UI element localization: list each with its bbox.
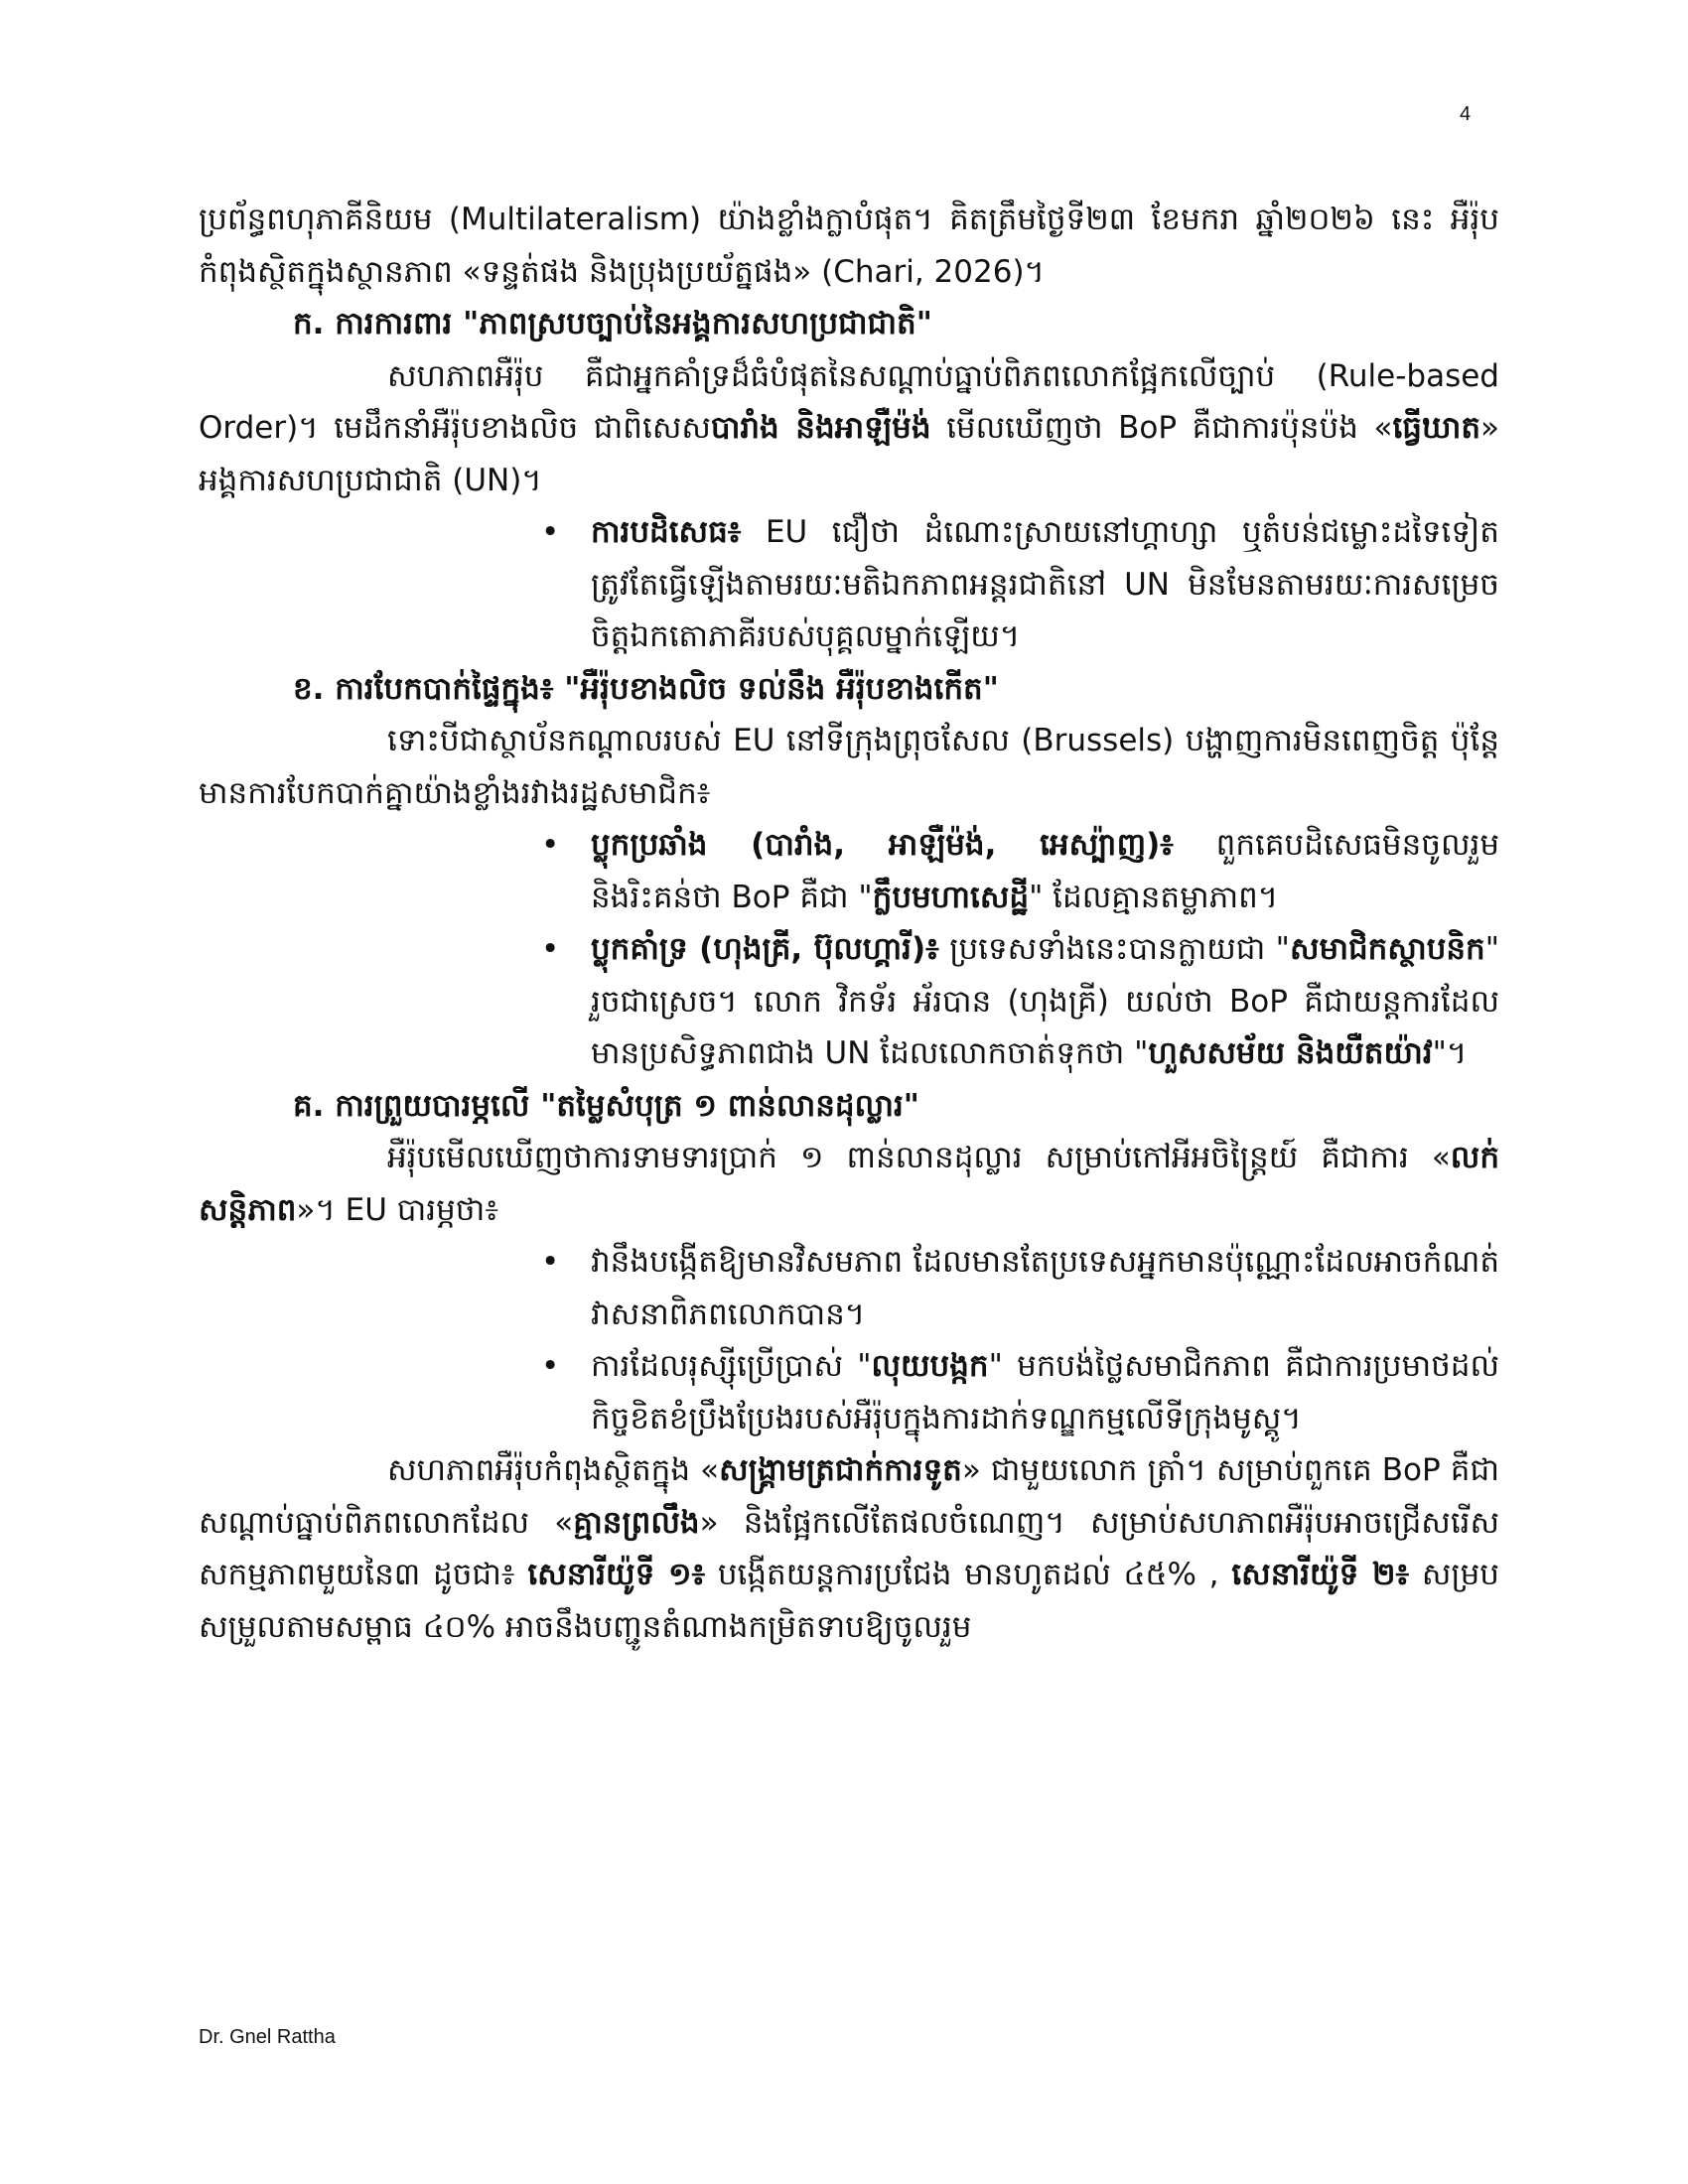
section-b-paragraph: ទោះបីជាស្ថាប័នកណ្តាលរបស់ EU នៅទីក្រុងព្រុចសែល (Brussels) បង្ហាញការមិនពេញចិត្ត ប៉ុន្តែមានការបែកបាក់គ្នាយ៉ាងខ្លាំងរវាងរដ្ឋសមាជិក៖ <box>199 723 1499 811</box>
list-item: • ការដែលរុស្ស៊ីប្រើប្រាស់ "លុយបង្កក" មកបង់ថ្លៃសមាជិកភាព គឺជាការប្រមាថដល់កិច្ចខិតខំប្រឹងប្រែងរបស់អឺរ៉ុបក្នុងការដាក់ទណ្ឌកម្មលើទីក្រុងមូស្គូ។ <box>541 1340 1499 1444</box>
list-item: • ប្លុកគាំទ្រ (ហុងគ្រី, ប៊ុលហ្គារី)៖ ប្រទេសទាំងនេះបានក្លាយជា "សមាជិកស្ថាបនិក" រួចជាស្រេច។ លោក វិកទ័រ អ័របាន (ហុងគ្រី) យល់ថា BoP គឺជាយន្តការដែលមានប្រសិទ្ធភាពជាង UN ដែលលោកចាត់ទុកថា "ហួសសម័យ និងយឺតយ៉ាវ"។ <box>541 923 1499 1080</box>
section-a-paragraph: សហភាពអឺរ៉ុប គឺជាអ្នកគាំទ្រដ៏ធំបំផុតនៃសណ្តាប់ធ្នាប់ពិភពលោកផ្អែកលើច្បាប់ (Rule-based Order)។ មេដឹកនាំអឺរ៉ុបខាងលិច ជាពិសេសបារាំង និងអាឡឺម៉ង់ មើលឃើញថា BoP គឺជាការប៉ុនប៉ង «ធ្វើឃាត» អង្គការសហប្រជាជាតិ (UN)។ <box>199 357 1499 498</box>
bullet-icon: • <box>541 931 560 967</box>
footer-author: Dr. Gnel Rattha <box>199 2026 336 2048</box>
bullet-icon: • <box>541 827 560 863</box>
list-item: • វានឹងបង្កើតឱ្យមានវិសមភាព ដែលមានតែប្រទេសអ្នកមានប៉ុណ្ណោះដែលអាចកំណត់វាសនាពិភពលោកបាន។ <box>541 1236 1499 1340</box>
section-b-bullets <box>199 819 1499 1080</box>
bullet-icon: • <box>541 514 560 550</box>
closing-paragraph: សហភាពអឺរ៉ុបកំពុងស្ថិតក្នុង «សង្គ្រាមត្រជាក់ការទូត» ជាមួយលោក ត្រាំ។ សម្រាប់ពួកគេ BoP គឺជាសណ្តាប់ធ្នាប់ពិភពលោកដែល «គ្មានព្រលឹង» និងផ្អែកលើតែផលចំណេញ។ សម្រាប់សហភាពអឺរ៉ុបអាចជ្រើសរើសសកម្មភាពមួយនៃ៣ ដូចជា៖ សេនារីយ៉ូទី ១៖ បង្កើតយន្តការប្រជែង មានហូតដល់ ៤៥% , សេនារីយ៉ូទី ២៖ សម្របសម្រួលតាមសម្ពាធ ៤០% អាចនឹងបញ្ជូនតំណាងកម្រិតទាបឱ្យចូលរួម <box>199 1452 1500 1645</box>
list-item: • ប្លុកប្រឆាំង (បារាំង, អាឡឺម៉ង់, អេស្ប៉ាញ)៖ ពួកគេបដិសេធមិនចូលរួម និងរិះគន់ថា BoP គឺជា "ក្លឹបមហាសេដ្ឋី" ដែលគ្មានតម្លាភាព។ <box>541 819 1499 923</box>
document-body <box>199 194 1499 1653</box>
page-number: 4 <box>1460 103 1472 125</box>
section-c-paragraph: អឺរ៉ុបមើលឃើញថាការទាមទារប្រាក់ ១ ពាន់លានដុល្លារ សម្រាប់កៅអីអចិន្ត្រៃយ៍ គឺជាការ «លក់សន្តិភាព»។ EU បារម្ភថា៖ <box>199 1140 1499 1228</box>
section-b-heading: ខ. ការបែកបាក់ផ្ទៃក្នុង៖ "អឺរ៉ុបខាងលិច ទល់នឹង អឺរ៉ុបខាងកើត" <box>293 670 999 707</box>
bullet-icon: • <box>541 1348 560 1384</box>
bullet-icon: • <box>541 1244 560 1280</box>
list-item: • ការបដិសេធ៖ EU ជឿថា ដំណោះស្រាយនៅហ្គាហ្សា ឬតំបន់ជម្លោះដទៃទៀត ត្រូវតែធ្វើឡើងតាមរយៈមតិឯកភាពអន្តរជាតិនៅ UN មិនមែនតាមរយៈការសម្រេចចិត្តឯកតោភាគីរបស់បុគ្គលម្នាក់ឡើយ។ <box>541 506 1499 663</box>
section-c-heading: គ. ការព្រួយបារម្ភលើ "តម្លៃសំបុត្រ ១ ពាន់លានដុល្លារ" <box>293 1087 919 1124</box>
section-a-heading: ក. ការការពារ "ភាពស្របច្បាប់នៃអង្គការសហប្រជាជាតិ" <box>293 306 932 341</box>
section-c-bullets <box>199 1236 1499 1444</box>
section-a-bullets <box>199 506 1499 663</box>
intro-paragraph: ប្រព័ន្ធពហុភាគីនិយម (Multilateralism) យ៉ាងខ្លាំងក្លាបំផុត។ គិតត្រឹមថ្ងៃទី២៣ ខែមករា ឆ្នាំ២០២៦ នេះ អឺរ៉ុបកំពុងស្ថិតក្នុងស្ថានភាព «ទន្ទត់ផង និងប្រុងប្រយ័ត្នផង» (Chari, 2026)។ <box>199 202 1499 290</box>
